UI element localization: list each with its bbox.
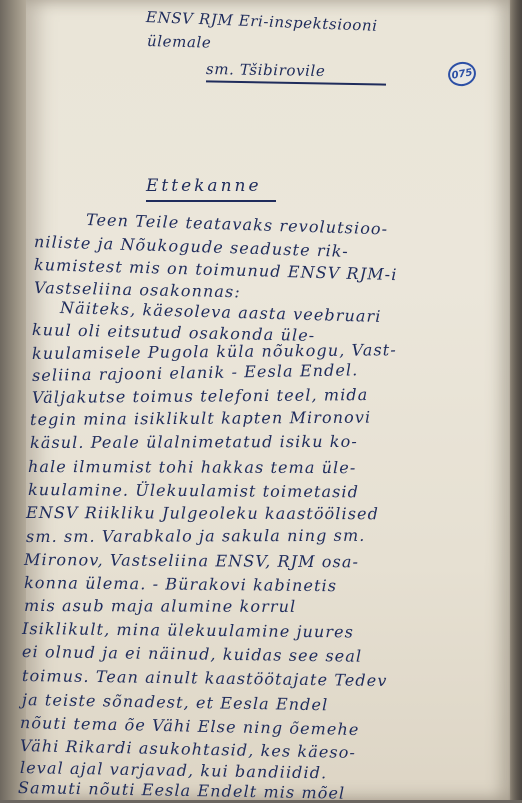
body-line: Mironov, Vastseliina ENSV, RJM osa- — [23, 550, 360, 572]
body-line: nõuti tema õe Vähi Else ning õemehe — [19, 713, 360, 740]
body-line: sm. sm. Varabkalo ja sakula ning sm. — [25, 525, 366, 546]
addressee-line-1: ENSV RJM Eri-inspektsiooni — [145, 8, 378, 35]
body-line: kuul oli eitsutud osakonda üle- — [31, 320, 316, 345]
body-line: seliina rajooni elanik - Eesla Endel. — [31, 360, 359, 385]
body-line: kuulamine. Ülekuulamist toimetasid — [27, 480, 360, 502]
page-edge-shadow — [508, 0, 522, 800]
body-line: Väljakutse toimus telefoni teel, mida — [31, 385, 369, 407]
body-line: Näiteks, käesoleva aasta veebruari — [59, 298, 382, 326]
body-line: ja teiste sõnadest, et Eesla Endel — [21, 690, 329, 715]
body-line: Vähi Rikardi asukohtasid, kes käeso- — [19, 736, 357, 763]
body-line: toimus. Tean ainult kaastöötajate Tedev — [21, 666, 388, 691]
body-line: ENSV Riikliku Julgeoleku kaastöölised — [25, 503, 379, 524]
body-line: kuulamisele Pugola küla nõukogu, Vast- — [31, 340, 397, 363]
body-line: Isiklikult, mina ülekuulamine juures — [21, 619, 355, 642]
body-line: kumistest mis on toimunud ENSV RJM-i — [33, 255, 398, 285]
body-line: leval ajal varjavad, kui bandiidid. — [19, 758, 328, 783]
addressee-line-3: sm. Tšibirovile — [205, 60, 326, 81]
registration-stamp: 075 — [446, 60, 478, 88]
body-line: Samuti nõuti Eesla Endelt mis mõel — [17, 778, 346, 803]
body-line: tegin mina isiklikult kapten Mironovi — [29, 407, 372, 429]
body-line: konna ülema. - Bürakovi kabinetis — [23, 573, 338, 596]
body-line: Teen Teile teatavaks revolutsioo- — [85, 210, 389, 239]
body-line: niliste ja Nõukogude seaduste rik- — [33, 232, 350, 261]
addressee-line-2: ülemale — [146, 32, 212, 52]
body-line: mis asub maja alumine korrul — [23, 596, 297, 616]
document-title: Ettekanne — [146, 176, 262, 196]
body-line: ei olnud ja ei näinud, kuidas see seal — [21, 642, 363, 666]
body-line: käsul. Peale ülalnimetatud isiku ko- — [29, 431, 358, 452]
title-underline — [146, 200, 276, 202]
body-line: hale ilmumist tohi hakkas tema üle- — [27, 457, 357, 478]
body-line: Vastseliina osakonnas: — [33, 278, 242, 302]
